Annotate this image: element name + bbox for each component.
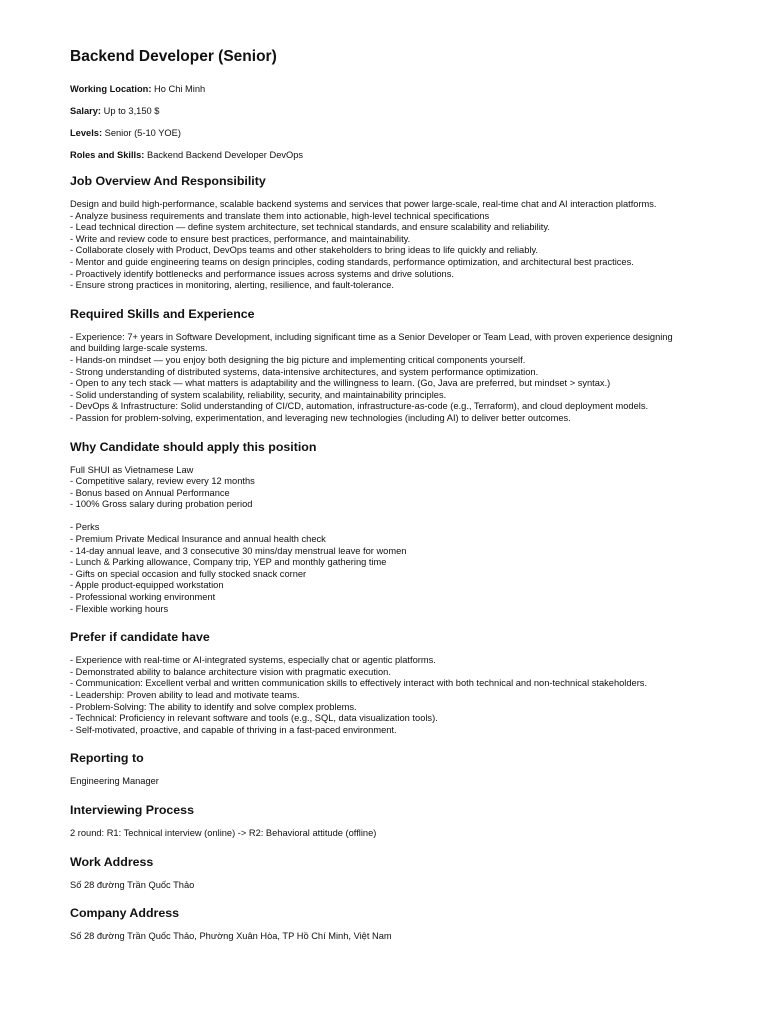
benefit-line: - 100% Gross salary during probation period [70, 499, 253, 510]
overview-line: - Lead technical direction — define system architecture, set technical standards, and ensure scalability and reliability. [70, 222, 550, 233]
benefit-line: - Bonus based on Annual Performance [70, 487, 230, 498]
working-location-label: Working Location: [70, 84, 152, 94]
overview-line: - Mentor and guide engineering teams on design principles, coding standards, performance optimization, and architectural best practices. [70, 256, 634, 267]
reporting-text [70, 776, 730, 788]
overview-text [70, 199, 730, 292]
prefer-line: - Self-motivated, proactive, and capable of thriving in a fast-paced environment. [70, 724, 397, 735]
prefer-text [70, 655, 730, 736]
section-heading-skills: Required Skills and Experience [70, 306, 255, 321]
levels-value: Senior (5-10 YOE) [102, 128, 181, 138]
why-apply-text [70, 465, 730, 616]
working-location [70, 83, 730, 95]
section-heading-reporting: Reporting to [70, 751, 144, 766]
skills-line: - Solid understanding of system scalability, reliability, security, and maintainability principles. [70, 389, 447, 400]
prefer-line: - Experience with real-time or AI-integrated systems, especially chat or agentic platforms. [70, 655, 436, 666]
skills-line: - DevOps & Infrastructure: Solid understanding of CI/CD, automation, infrastructure-as-code (e.g., Terraform), and cloud deployment models. [70, 401, 649, 412]
prefer-line: - Leadership: Proven ability to lead and motivate teams. [70, 690, 300, 700]
prefer-line: - Technical: Proficiency in relevant software and tools (e.g., SQL, data visualization tools). [70, 713, 438, 724]
skills-line: - Open to any tech stack — what matters is adaptability and the willingness to learn. (Go, Java are preferred, but mindset > syntax.) [70, 378, 611, 389]
overview-line: - Analyze business requirements and translate them into actionable, high-level technical specifications [70, 210, 490, 221]
section-heading-why-apply: Why Candidate should apply this position [70, 439, 317, 454]
section-heading-company-address: Company Address [70, 906, 180, 921]
overview-line: - Write and review code to ensure best practices, performance, and maintainability. [70, 233, 411, 244]
work-address-text [70, 880, 730, 892]
reporting-value: Engineering Manager [70, 776, 159, 787]
company-address-text [70, 931, 730, 943]
salary [70, 105, 730, 117]
skills-line: - Hands-on mindset — you enjoy both designing the big picture and implementing critical components yourself. [70, 354, 526, 365]
section-heading-work-address: Work Address [70, 854, 154, 869]
perk-line: - Flexible working hours [70, 603, 169, 614]
benefit-line: Full SHUI as Vietnamese Law [70, 464, 194, 475]
section-heading-overview: Job Overview And Responsibility [70, 174, 266, 188]
overview-line: - Collaborate closely with Product, DevOps teams and other stakeholders to bring ideas to life quickly and reliably. [70, 245, 539, 256]
interview-text [70, 828, 730, 840]
skills-text [70, 332, 730, 425]
roles-and-skills [70, 149, 730, 161]
salary-value: Up to 3,150 $ [101, 106, 160, 116]
company-address-value: Số 28 đường Trần Quốc Thảo, Phường Xuân Hòa, TP Hồ Chí Minh, Việt Nam [70, 931, 392, 942]
perk-line: - Gifts on special occasion and fully stocked snack corner [70, 568, 307, 579]
section-heading-prefer: Prefer if candidate have [70, 630, 210, 645]
blank-line [70, 511, 730, 523]
perk-line: - Professional working environment [70, 592, 216, 603]
job-description-page [70, 47, 730, 953]
overview-line: Design and build high-performance, scalable backend systems and services that power large-scale, real-time chat and AI interaction platforms. [70, 199, 657, 209]
skills-line: - Passion for problem-solving, experimentation, and leveraging new technologies (including AI) to deliver better outcomes. [70, 412, 571, 423]
skills-line: and building large-scale systems. [70, 343, 208, 354]
skills-line: - Strong understanding of distributed systems, data-intensive architectures, and system performance optimization. [70, 366, 539, 377]
page-title: Backend Developer (Senior) [70, 48, 277, 65]
overview-line: - Ensure strong practices in monitoring, alerting, resilience, and fault-tolerance. [70, 280, 395, 291]
roles-label: Roles and Skills: [70, 150, 145, 160]
perk-line: - Lunch & Parking allowance, Company trip, YEP and monthly gathering time [70, 557, 387, 568]
perk-line: - Apple product-equipped workstation [70, 580, 224, 591]
perk-line: - 14-day annual leave, and 3 consecutive 30 mins/day menstrual leave for women [70, 545, 407, 556]
perk-line: - Perks [70, 522, 100, 533]
roles-value: Backend Backend Developer DevOps [144, 150, 304, 160]
section-heading-interview: Interviewing Process [70, 802, 194, 817]
work-address-value: Số 28 đường Trần Quốc Thảo [70, 879, 195, 890]
prefer-line: - Demonstrated ability to balance architecture vision with pragmatic execution. [70, 666, 391, 677]
prefer-line: - Communication: Excellent verbal and written communication skills to effectively interact with both technical and non-technical stakeholders. [70, 678, 648, 689]
salary-label: Salary: [70, 106, 102, 116]
overview-line: - Proactively identify bottlenecks and performance issues across systems and drive solutions. [70, 268, 454, 279]
skills-line: - Experience: 7+ years in Software Development, including significant time as a Senior Developer or Team Lead, with proven experience designing [70, 331, 673, 342]
interview-value: 2 round: R1: Technical interview (online) -> R2: Behavioral attitude (offline) [70, 827, 377, 838]
levels [70, 127, 730, 139]
levels-label: Levels: [70, 128, 103, 138]
working-location-value: Ho Chi Minh [151, 84, 206, 94]
prefer-line: - Problem-Solving: The ability to identify and solve complex problems. [70, 701, 357, 712]
benefit-line: - Competitive salary, review every 12 months [70, 476, 255, 487]
perk-line: - Premium Private Medical Insurance and annual health check [70, 534, 326, 545]
